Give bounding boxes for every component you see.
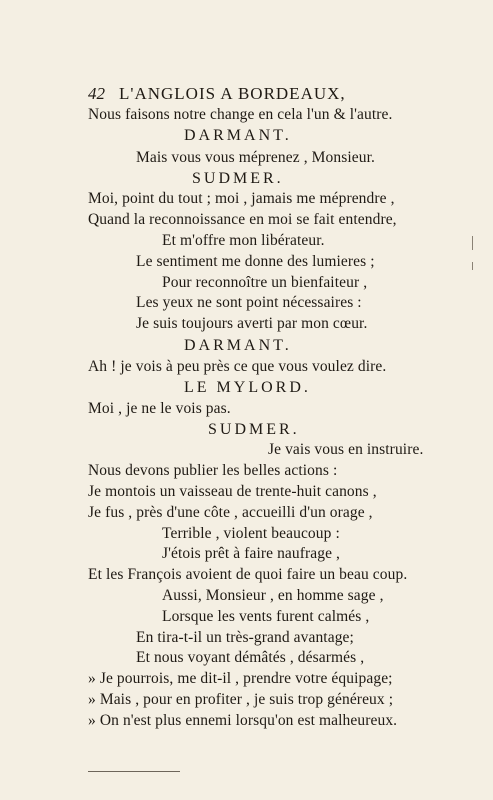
speaker-name: SUDMER. [192, 170, 284, 187]
speaker-name: SUDMER. [208, 421, 300, 438]
text-line: En tira-t-il un très-grand avantage; [136, 629, 354, 646]
margin-mark [472, 236, 473, 250]
text-line: Moi , je ne le vois pas. [88, 400, 231, 417]
text-line: Les yeux ne sont point nécessaires : [136, 294, 362, 311]
text-line: Nous faisons notre change en cela l'un & l'autre. [88, 106, 393, 123]
text-line: Le sentiment me donne des lumieres ; [136, 253, 375, 270]
text-line: Je montois un vaisseau de trente-huit canons , [88, 483, 377, 500]
text-line: Je fus , près d'une côte , accueilli d'un orage , [88, 504, 373, 521]
text-line: Quand la reconnoissance en moi se fait entendre, [88, 211, 397, 228]
text-line: » Je pourrois, me dit-il , prendre votre équipage; [88, 670, 393, 687]
text-line: Aussi, Monsieur , en homme sage , [162, 587, 384, 604]
text-line: Et les François avoient de quoi faire un beau coup. [88, 566, 408, 583]
text-line: Ah ! je vois à peu près ce que vous voulez dire. [88, 358, 387, 375]
text-line: Moi, point du tout ; moi , jamais me méprendre , [88, 190, 395, 207]
margin-mark [472, 262, 473, 270]
speaker-name: LE MYLORD. [184, 379, 311, 396]
text-line: Et nous voyant démâtés , désarmés , [136, 649, 365, 666]
text-line: Mais vous vous méprenez , Monsieur. [136, 149, 375, 166]
text-line: » Mais , pour en profiter , je suis trop généreux ; [88, 691, 394, 708]
text-line: Je vais vous en instruire. [268, 441, 424, 458]
text-line: Nous devons publier les belles actions : [88, 462, 338, 479]
page-number: 42 [88, 84, 105, 103]
text-line: J'étois prêt à faire naufrage , [162, 545, 341, 562]
speaker-name: DARMANT. [184, 337, 292, 354]
text-line: Terrible , violent beaucoup : [162, 525, 340, 542]
running-title: L'ANGLOIS A BORDEAUX, [119, 84, 346, 103]
text-line: Et m'offre mon libérateur. [162, 232, 325, 249]
footer-rule [88, 771, 180, 772]
text-line: Pour reconnoître un bienfaiteur , [162, 274, 368, 291]
text-line: Lorsque les vents furent calmés , [162, 608, 370, 625]
text-line: » On n'est plus ennemi lorsqu'on est malheureux. [88, 712, 398, 729]
running-head [88, 84, 346, 104]
speaker-name: DARMANT. [184, 127, 292, 144]
text-line: Je suis toujours averti par mon cœur. [136, 315, 368, 332]
